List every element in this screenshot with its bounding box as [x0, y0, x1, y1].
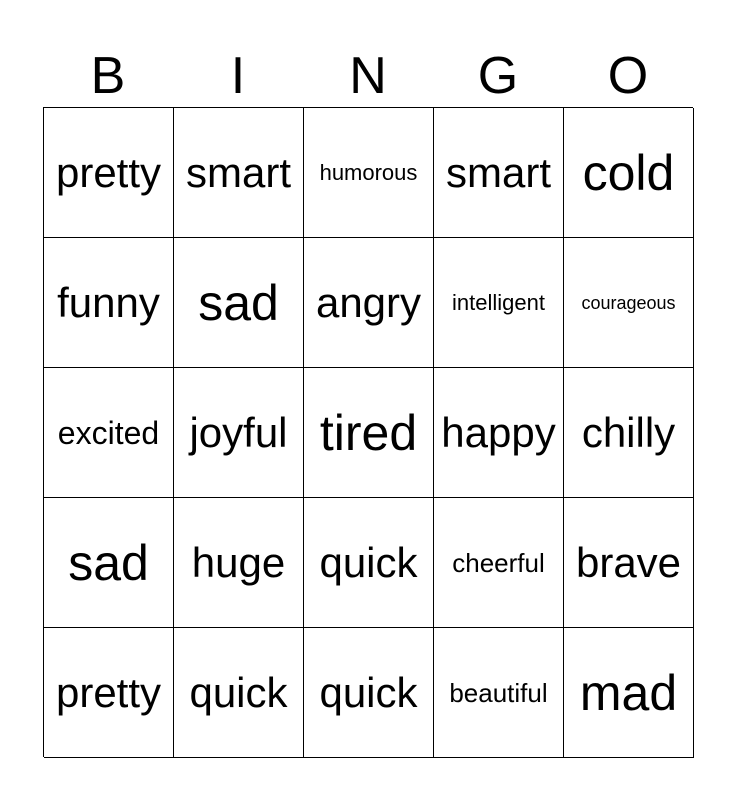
bingo-header [43, 44, 693, 108]
header-letter-g: G [477, 47, 519, 105]
header-letter-n: N [349, 47, 387, 105]
bingo-cell[interactable]: pretty [44, 628, 174, 758]
bingo-cell[interactable]: cold [564, 108, 694, 238]
bingo-cell[interactable]: tired [304, 368, 434, 498]
bingo-cell[interactable]: funny [44, 238, 174, 368]
bingo-cell[interactable]: humorous [304, 108, 434, 238]
bingo-cell[interactable]: intelligent [434, 238, 564, 368]
bingo-cell[interactable]: smart [174, 108, 304, 238]
bingo-cell[interactable]: chilly [564, 368, 694, 498]
header-letter-o: O [607, 47, 649, 105]
bingo-cell[interactable]: pretty [44, 108, 174, 238]
bingo-cell[interactable]: happy [434, 368, 564, 498]
bingo-cell[interactable]: smart [434, 108, 564, 238]
bingo-cell[interactable]: angry [304, 238, 434, 368]
bingo-cell[interactable]: huge [174, 498, 304, 628]
bingo-cell[interactable]: quick [304, 628, 434, 758]
bingo-cell[interactable]: excited [44, 368, 174, 498]
bingo-cell[interactable]: mad [564, 628, 694, 758]
bingo-cell[interactable]: beautiful [434, 628, 564, 758]
bingo-cell[interactable]: quick [174, 628, 304, 758]
bingo-cell[interactable]: sad [174, 238, 304, 368]
header-letter-i: I [230, 47, 246, 105]
bingo-cell[interactable]: cheerful [434, 498, 564, 628]
bingo-board [43, 107, 693, 757]
bingo-cell[interactable]: quick [304, 498, 434, 628]
bingo-cell[interactable]: courageous [564, 238, 694, 368]
bingo-cell[interactable]: sad [44, 498, 174, 628]
bingo-cell[interactable]: brave [564, 498, 694, 628]
bingo-cell[interactable]: joyful [174, 368, 304, 498]
header-letter-b: B [90, 47, 126, 105]
